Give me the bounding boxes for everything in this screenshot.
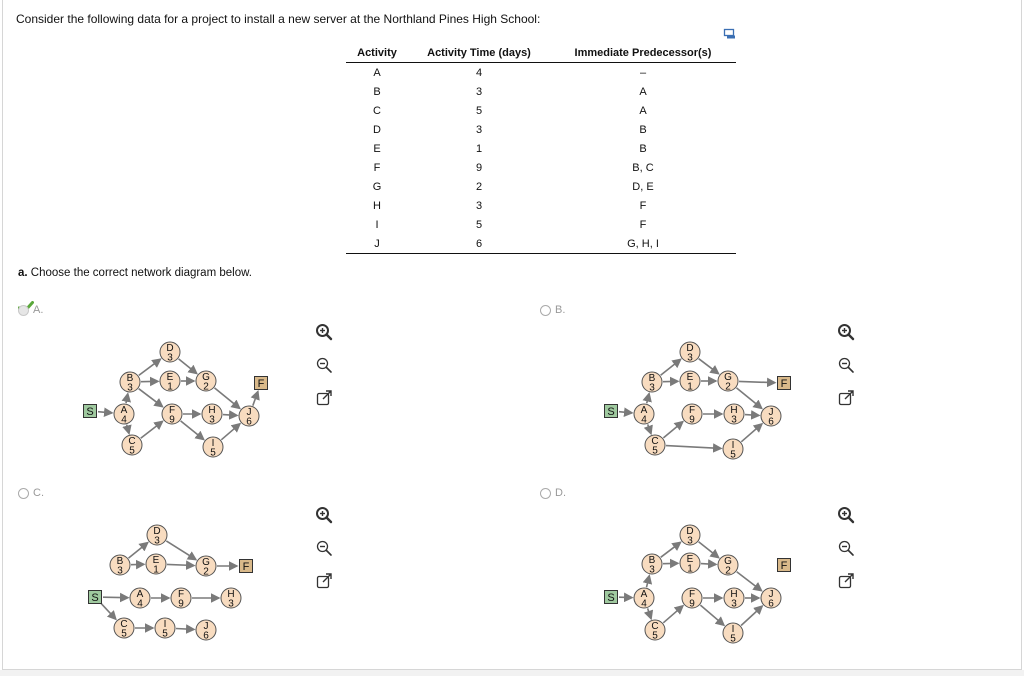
cell-time: 6 — [408, 234, 550, 254]
finish-label: F — [780, 378, 788, 390]
edge-f-i — [700, 605, 724, 625]
activity-node-d — [147, 525, 167, 547]
question-text — [18, 267, 252, 279]
activity-name: J — [246, 407, 252, 418]
edge-i-j — [741, 606, 762, 625]
cell-time: 3 — [475, 199, 483, 212]
activity-time: 3 — [167, 352, 173, 364]
activity-name: I — [211, 438, 215, 449]
activity-node-g — [196, 556, 216, 578]
start-node — [84, 405, 97, 419]
finish-label: F — [257, 378, 265, 390]
zoom-out-icon[interactable] — [837, 356, 855, 374]
cell-time: 1 — [475, 142, 483, 155]
cell-activity: J — [346, 234, 408, 254]
zoom-out-icon[interactable] — [837, 539, 855, 557]
table-row — [346, 177, 736, 196]
activity-time: 2 — [203, 381, 209, 393]
activity-time: 3 — [649, 382, 655, 394]
activity-time: 5 — [652, 630, 658, 642]
activity-time: 5 — [121, 628, 127, 640]
cell-activity: D — [373, 123, 381, 136]
tools-option-a — [315, 323, 335, 413]
edge-e-g — [701, 564, 716, 565]
edge-a-c — [648, 608, 652, 618]
edge-g-j — [737, 388, 762, 409]
activity-time: 1 — [167, 381, 173, 393]
edge-c-f — [663, 606, 683, 623]
option-b[interactable] — [540, 304, 565, 316]
option-c-radio[interactable] — [18, 488, 29, 499]
activity-name: B — [116, 556, 124, 567]
activity-node-h — [202, 404, 222, 426]
activity-node-b — [110, 555, 130, 577]
activity-time: 2 — [725, 381, 731, 393]
activity-time: 1 — [687, 563, 693, 575]
activity-name: H — [730, 405, 738, 416]
edge-i-j — [221, 424, 240, 440]
activity-name: E — [166, 372, 174, 383]
zoom-out-icon[interactable] — [315, 356, 333, 374]
activity-node-f — [682, 588, 702, 610]
edge-h-j — [223, 415, 237, 416]
activity-name: D — [153, 526, 161, 537]
activity-name: C — [120, 619, 128, 630]
question-prefix: a. — [18, 267, 28, 279]
edge-e-g — [167, 564, 194, 565]
option-b-label: B. — [555, 304, 566, 316]
activity-node-a — [634, 404, 654, 426]
edge-s-a — [98, 412, 112, 413]
activity-name: F — [168, 405, 176, 416]
activity-node-g — [196, 371, 216, 393]
cell-predecessors: G, H, I — [550, 234, 736, 254]
activity-name: E — [686, 372, 694, 383]
cell-activity: C — [373, 104, 381, 117]
cell-time: 9 — [475, 161, 483, 174]
activity-time: 6 — [768, 416, 774, 428]
activity-name: A — [136, 589, 144, 600]
edge-a-c — [648, 424, 651, 433]
header-activity: Activity — [346, 43, 408, 63]
activity-time: 4 — [121, 414, 127, 426]
activity-time: 6 — [246, 416, 252, 428]
activity-time: 5 — [162, 628, 168, 640]
activity-node-b — [120, 372, 140, 394]
activity-time: 5 — [730, 449, 736, 461]
tools-option-c — [315, 506, 335, 596]
activity-table — [346, 43, 736, 254]
open-new-window-icon[interactable] — [837, 572, 855, 590]
header-activity-time: Activity Time (days) — [408, 43, 550, 63]
activity-name: A — [640, 589, 648, 600]
activity-node-d — [680, 525, 700, 547]
finish-node — [240, 560, 253, 574]
activity-name: G — [724, 372, 732, 383]
table-row — [346, 101, 736, 120]
edge-d-g — [166, 541, 196, 560]
activity-name: H — [227, 589, 235, 600]
activity-node-f — [682, 404, 702, 426]
edge-d-g — [699, 359, 719, 374]
table-row — [346, 234, 736, 254]
activity-node-i — [723, 623, 743, 645]
open-new-window-icon[interactable] — [315, 389, 333, 407]
activity-name: I — [163, 619, 167, 630]
edge-b-d — [661, 359, 681, 375]
option-a-radio[interactable] — [18, 305, 29, 316]
activity-time: 2 — [725, 565, 731, 577]
edge-c-f — [663, 422, 682, 438]
activity-node-i — [155, 618, 175, 640]
activity-name: H — [208, 405, 216, 416]
start-label: S — [86, 406, 94, 418]
activity-node-j — [761, 406, 781, 428]
activity-name: I — [731, 624, 735, 635]
cell-predecessors: – — [639, 66, 647, 79]
edge-h-j — [745, 415, 759, 416]
open-new-window-icon[interactable] — [315, 572, 333, 590]
finish-label: F — [242, 561, 250, 573]
edge-s-a — [619, 412, 632, 413]
open-new-window-icon[interactable] — [837, 389, 855, 407]
activity-node-d — [680, 342, 700, 364]
edge-g-fin — [739, 381, 775, 382]
edge-s-c — [101, 603, 116, 619]
activity-node-c — [645, 620, 665, 642]
cell-time: 5 — [475, 104, 483, 117]
cell-activity: E — [373, 142, 381, 155]
activity-time: 9 — [169, 414, 175, 426]
activity-node-g — [718, 371, 738, 393]
activity-node-a — [114, 404, 134, 426]
activity-time: 4 — [137, 598, 143, 610]
cell-activity: B — [373, 85, 381, 98]
activity-time: 6 — [203, 630, 209, 642]
cell-predecessors: F — [639, 218, 647, 231]
edge-i-j — [176, 629, 194, 630]
activity-node-j — [761, 588, 781, 610]
activity-node-h — [221, 588, 241, 610]
activity-time: 3 — [209, 414, 215, 426]
cell-activity: I — [375, 218, 379, 231]
activity-node-e — [680, 371, 700, 393]
option-d[interactable] — [540, 487, 566, 499]
activity-time: 3 — [117, 565, 123, 577]
activity-node-b — [642, 372, 662, 394]
activity-name: A — [640, 405, 648, 416]
edge-d-g — [699, 542, 719, 558]
zoom-in-icon[interactable] — [315, 323, 333, 341]
activity-node-i — [723, 439, 743, 461]
edge-a-b — [126, 394, 128, 403]
option-b-radio[interactable] — [540, 305, 551, 316]
table-row — [346, 82, 736, 101]
activity-time: 6 — [768, 598, 774, 610]
zoom-in-icon[interactable] — [837, 506, 855, 524]
finish-node — [255, 377, 268, 391]
table-row — [346, 139, 736, 158]
cell-predecessors: B — [639, 142, 647, 155]
activity-time: 1 — [687, 381, 693, 393]
cell-predecessors: B — [639, 123, 647, 136]
activity-time: 3 — [731, 598, 737, 610]
activity-node-h — [724, 588, 744, 610]
zoom-in-icon[interactable] — [315, 506, 333, 524]
edge-c-i — [666, 446, 721, 449]
activity-node-b — [642, 554, 662, 576]
activity-name: C — [651, 621, 659, 632]
cell-predecessors: B, C — [632, 161, 654, 174]
cell-time: 2 — [475, 180, 483, 193]
start-node — [89, 591, 102, 605]
edge-s-a — [103, 597, 128, 598]
edge-d-g — [179, 359, 197, 374]
activity-node-a — [130, 588, 150, 610]
activity-name: C — [128, 436, 136, 447]
edge-c-f — [141, 421, 163, 438]
edge-g-j — [737, 572, 762, 591]
activity-node-e — [160, 371, 180, 393]
question-body: Choose the correct network diagram below. — [30, 267, 252, 279]
cell-time: 3 — [475, 85, 483, 98]
edge-f-i — [181, 421, 204, 440]
activity-time: 9 — [689, 414, 695, 426]
activity-node-a — [634, 588, 654, 610]
network-diagram-a — [80, 336, 280, 462]
activity-node-c — [114, 618, 134, 640]
intro-text: Consider the following data for a project to install a new server at the Northland Pines High School: — [16, 12, 541, 26]
activity-name: E — [686, 554, 694, 565]
activity-time: 5 — [210, 447, 216, 459]
activity-time: 9 — [178, 598, 184, 610]
activity-name: F — [177, 589, 185, 600]
edge-a-c — [127, 425, 129, 434]
cell-activity: A — [373, 66, 381, 79]
header-predecessors: Immediate Predecessor(s) — [550, 43, 736, 63]
activity-node-i — [203, 437, 223, 459]
tools-option-b — [837, 323, 857, 413]
cell-predecessors: F — [639, 199, 647, 212]
activity-node-j — [239, 406, 259, 428]
activity-node-c — [122, 435, 142, 457]
activity-time: 5 — [730, 633, 736, 645]
cell-activity: F — [373, 161, 381, 174]
option-a[interactable] — [18, 304, 43, 316]
network-diagram-c — [80, 519, 280, 645]
activity-time: 4 — [641, 414, 647, 426]
activity-node-e — [146, 554, 166, 576]
activity-time: 3 — [687, 535, 693, 547]
activity-name: J — [768, 407, 774, 418]
activity-time: 9 — [689, 598, 695, 610]
cell-activity: H — [373, 199, 381, 212]
activity-name: C — [651, 436, 659, 447]
tools-option-d — [837, 506, 857, 596]
activity-node-h — [724, 404, 744, 426]
activity-time: 3 — [228, 598, 234, 610]
activity-name: H — [730, 589, 738, 600]
activity-time: 3 — [687, 352, 693, 364]
activity-name: D — [686, 343, 694, 354]
activity-node-e — [680, 553, 700, 575]
network-diagram-b — [600, 336, 800, 462]
activity-name: B — [126, 373, 134, 384]
activity-name: G — [202, 372, 210, 383]
cell-predecessors: A — [639, 104, 647, 117]
finish-node — [778, 559, 791, 573]
cell-predecessors: D, E — [632, 180, 654, 193]
start-node — [605, 405, 618, 419]
activity-node-c — [645, 435, 665, 457]
network-diagram-d — [600, 519, 800, 645]
option-c-label: C. — [33, 487, 44, 499]
bottom-bar — [0, 670, 1024, 676]
edge-i-j — [741, 424, 762, 442]
edge-a-b — [647, 576, 650, 588]
activity-name: F — [688, 589, 696, 600]
activity-name: G — [202, 557, 210, 568]
table-row — [346, 120, 736, 139]
start-label: S — [607, 592, 615, 604]
activity-name: D — [166, 343, 174, 354]
zoom-out-icon[interactable] — [315, 539, 333, 557]
start-label: S — [607, 406, 615, 418]
activity-node-d — [160, 342, 180, 364]
finish-node — [778, 377, 791, 391]
activity-node-g — [718, 555, 738, 577]
option-d-label: D. — [555, 487, 566, 499]
edge-j-fin — [253, 392, 258, 406]
activity-time: 5 — [129, 445, 135, 457]
option-a-label: A. — [33, 304, 44, 316]
cell-time: 4 — [475, 66, 483, 79]
activity-name: F — [688, 405, 696, 416]
activity-name: I — [731, 440, 735, 451]
activity-name: D — [686, 526, 694, 537]
edge-b-d — [139, 359, 161, 375]
activity-time: 3 — [649, 564, 655, 576]
activity-time: 2 — [203, 566, 209, 578]
activity-time: 3 — [154, 535, 160, 547]
activity-node-f — [171, 588, 191, 610]
table-row — [346, 158, 736, 177]
activity-time: 1 — [153, 564, 159, 576]
activity-time: 5 — [652, 445, 658, 457]
cell-time: 5 — [475, 218, 483, 231]
option-d-radio[interactable] — [540, 488, 551, 499]
activity-name: J — [203, 621, 209, 632]
table-row — [346, 196, 736, 215]
activity-time: 3 — [731, 414, 737, 426]
activity-name: B — [648, 373, 656, 384]
activity-name: A — [120, 405, 128, 416]
activity-node-j — [196, 620, 216, 642]
activity-node-f — [162, 404, 182, 426]
table-row — [346, 215, 736, 234]
table-row — [346, 63, 736, 83]
edge-a-b — [647, 394, 649, 404]
cell-predecessors: A — [639, 85, 647, 98]
finish-label: F — [780, 560, 788, 572]
activity-time: 4 — [641, 598, 647, 610]
edge-b-d — [661, 542, 681, 557]
activity-time: 3 — [127, 382, 133, 394]
cell-time: 3 — [475, 123, 483, 136]
zoom-in-icon[interactable] — [837, 323, 855, 341]
activity-name: G — [724, 556, 732, 567]
start-node — [605, 591, 618, 605]
cell-activity: G — [372, 180, 382, 193]
edge-b-f — [139, 389, 163, 407]
start-label: S — [91, 592, 99, 604]
option-c[interactable] — [18, 487, 44, 499]
activity-name: E — [152, 555, 160, 566]
edge-b-d — [129, 543, 148, 559]
edge-g-j — [215, 388, 240, 409]
activity-name: J — [768, 589, 774, 600]
activity-name: B — [648, 555, 656, 566]
